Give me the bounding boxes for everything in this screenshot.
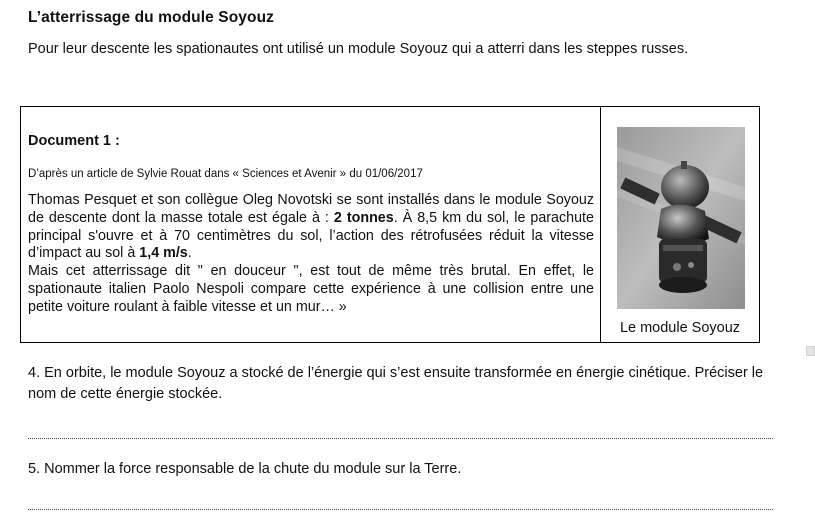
document-text-cell	[21, 107, 601, 342]
intro-text: Pour leur descente les spationautes ont utilisé un module Soyouz qui a atterri dans les steppes russes.	[28, 41, 689, 57]
image-caption: Le module Soyouz	[619, 320, 741, 336]
answer-line-5[interactable]	[28, 507, 773, 510]
document-body	[28, 192, 594, 317]
body-paragraph-2: Mais cet atterrissage dit " en douceur ", est tout de même très brutal. En effet, le spationaute italien Paolo Nespoli compare cette expérience à une collision entre une petite voiture roulant à faible vitesse et un mur… »	[28, 263, 594, 315]
speed-value: 1,4 m/s	[139, 245, 188, 262]
question-5: 5. Nommer la force responsable de la chute du module sur la Terre.	[28, 461, 462, 477]
document-box	[20, 106, 760, 343]
soyuz-photo-icon	[617, 127, 745, 309]
question-4: 4. En orbite, le module Soyouz a stocké de l’énergie qui s’est ensuite transformée en énergie cinétique. Préciser le nom de cette énergie stockée.	[28, 365, 764, 402]
document-source: D’après un article de Sylvie Rouat dans « Sciences et Avenir » du 01/06/2017	[28, 168, 423, 180]
mass-value: 2 tonnes	[333, 209, 394, 226]
answer-line-4[interactable]	[28, 436, 773, 439]
body-part-1: Thomas Pesquet et son collègue Oleg Novotski se sont installés dans le module Soyouz de descente dont la masse totale est égale à :	[28, 192, 594, 226]
body-part-2: . À 8,5 km du sol, le parachute principal s'ouvre et à 70 centimètres du sol, l’action des rétrofusées réduit la vitesse d’impact au sol à	[28, 209, 594, 262]
scrollbar-handle[interactable]	[806, 346, 815, 356]
page-title: L’atterrissage du module Soyouz	[28, 9, 274, 26]
document-image-cell	[601, 107, 759, 342]
document-title: Document 1 :	[28, 133, 120, 149]
body-part-3: .	[187, 245, 192, 262]
